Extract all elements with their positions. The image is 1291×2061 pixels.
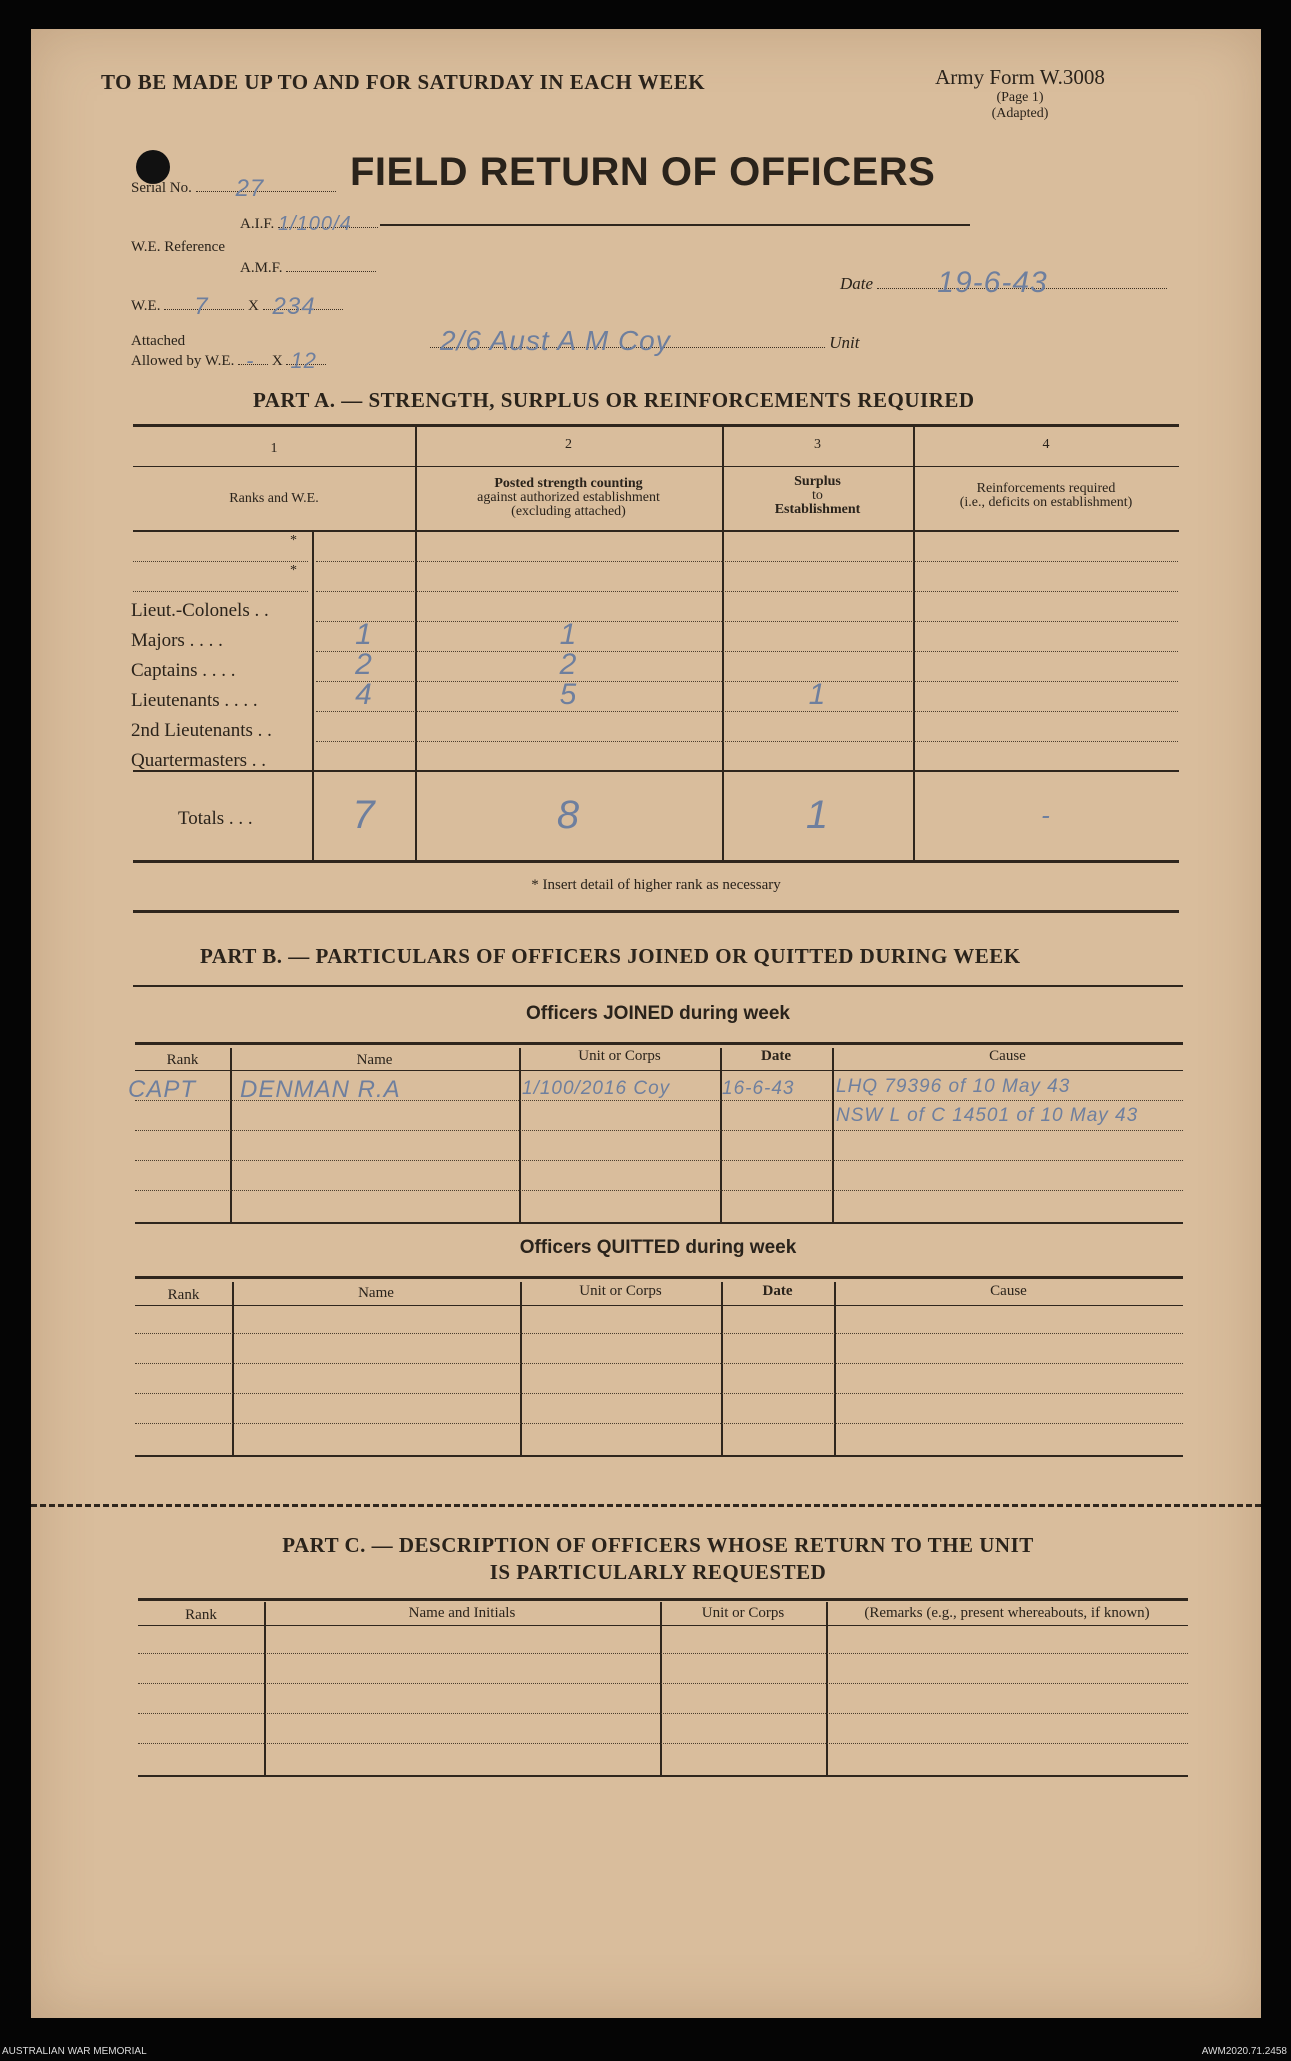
col-num-3: 3 <box>814 437 821 452</box>
star-line-1 <box>133 561 308 562</box>
allowed-x-line <box>286 348 326 373</box>
amf-field <box>240 260 376 277</box>
we-count: 1 <box>355 618 373 651</box>
quitted-head-rule <box>135 1305 1183 1306</box>
part-c-head-unit: Unit or Corps <box>701 1605 785 1621</box>
joined-name: DENMAN R.A <box>240 1076 401 1103</box>
total-surplus: 1 <box>805 793 830 837</box>
col-head-surplus <box>722 475 913 517</box>
we-value: 7 <box>194 293 209 320</box>
quitted-head-rank: Rank <box>167 1287 200 1303</box>
part-b-title: PART B. — PARTICULARS OF OFFICERS JOINED OR QUITTED DURING WEEK <box>200 944 1021 968</box>
quitted-line-4 <box>135 1423 1183 1424</box>
quitted-line-1 <box>135 1333 1183 1334</box>
part-a-num-rule <box>133 466 1179 467</box>
quitted-col-4 <box>834 1282 836 1455</box>
part-a-top-rule <box>133 424 1179 427</box>
part-c-head-remarks: (Remarks (e.g., present whereabouts, if known) <box>864 1605 1150 1621</box>
unit-label: Unit <box>829 333 860 352</box>
star-2: * <box>290 563 297 578</box>
joined-head-name: Name <box>356 1052 393 1068</box>
quitted-line-2 <box>135 1363 1183 1364</box>
joined-date: 16-6-43 <box>722 1078 795 1099</box>
footer-accession: AWM2020.71.2458 <box>1201 2046 1287 2057</box>
amf-label: A.M.F. <box>240 260 283 276</box>
date-line <box>877 266 1167 299</box>
attached-label: Attached <box>131 333 186 349</box>
part-c-top-rule <box>138 1598 1188 1601</box>
col-head-surplus-line1: Surplus <box>794 474 841 489</box>
col-head-ranks: Ranks and W.E. <box>229 491 319 506</box>
quitted-col-2 <box>520 1282 522 1455</box>
col-num-2: 2 <box>565 437 572 452</box>
part-a-end-rule <box>133 910 1179 913</box>
aif-value: 1/100/4 <box>277 213 352 235</box>
aif-line <box>277 213 378 235</box>
quitted-line-3 <box>135 1393 1183 1394</box>
posted-count: 1 <box>559 618 578 651</box>
joined-line-2 <box>135 1130 1183 1131</box>
col-head-posted-line1: Posted strength counting <box>494 476 643 491</box>
part-c-col-3 <box>826 1602 828 1775</box>
part-c-line-2 <box>138 1683 1188 1684</box>
date-field <box>840 266 1167 299</box>
title-underline <box>380 224 970 226</box>
row-line-a2 <box>316 591 1178 592</box>
part-a-footnote: * Insert detail of higher rank as necessary <box>531 877 781 893</box>
total-reinf: - <box>1041 800 1051 830</box>
quitted-head-date: Date <box>762 1283 793 1299</box>
part-c-line-1 <box>138 1653 1188 1654</box>
col-num-4: 4 <box>1042 437 1050 452</box>
part-c-bottom-rule <box>138 1775 1188 1777</box>
star-line-2 <box>133 591 308 592</box>
part-a-bottom-rule <box>133 860 1179 863</box>
joined-head-rank: Rank <box>166 1052 199 1068</box>
aif-label: A.I.F. <box>240 216 275 232</box>
part-c-title-1: PART C. — DESCRIPTION OF OFFICERS WHOSE RETURN TO THE UNIT <box>282 1533 1034 1557</box>
we-field <box>131 293 343 320</box>
quitted-head-name: Name <box>358 1285 394 1301</box>
joined-head-cause: Cause <box>989 1048 1026 1064</box>
joined-cause: NSW L of C 14501 of 10 May 43 <box>836 1105 1139 1126</box>
we-count: 4 <box>355 678 373 711</box>
allowed-value: - <box>246 348 255 373</box>
serial-value: 27 <box>235 175 265 202</box>
col-head-reinf-line2: (i.e., deficits on establishment) <box>959 495 1133 510</box>
part-c-line-3 <box>138 1713 1188 1714</box>
joined-col-1 <box>230 1048 232 1222</box>
allowed-line <box>238 348 268 373</box>
quitted-bottom-rule <box>135 1455 1183 1457</box>
part-a-we-divider <box>312 532 314 862</box>
joined-bottom-rule <box>135 1222 1183 1224</box>
x-value: 234 <box>272 293 316 320</box>
star-1: * <box>290 533 297 548</box>
quitted-head-unit: Unit or Corps <box>579 1283 662 1299</box>
part-c-line-4 <box>138 1743 1188 1744</box>
col-head-surplus-line3: Establishment <box>774 502 861 517</box>
part-c-head-name: Name and Initials <box>408 1605 516 1621</box>
rank-label: Captains . . . . <box>131 660 236 681</box>
total-posted: 8 <box>556 793 581 837</box>
amf-line <box>286 271 376 272</box>
col-num-1: 1 <box>270 441 278 456</box>
joined-title: Officers JOINED during week <box>526 1003 790 1024</box>
joined-line-3 <box>135 1160 1183 1161</box>
allowed-label: Allowed by W.E. <box>131 353 235 369</box>
unit-field <box>430 325 860 356</box>
surplus-count: 1 <box>808 678 827 711</box>
serial-line <box>196 175 336 202</box>
form-number-text: Army Form W.3008 <box>935 65 1105 89</box>
quitted-col-1 <box>232 1282 234 1455</box>
serial-label: Serial No. <box>131 180 192 196</box>
part-c-head-rank: Rank <box>185 1607 217 1623</box>
x-line <box>263 293 343 320</box>
date-label: Date <box>840 274 874 293</box>
totals-label: Totals . . . <box>178 808 253 829</box>
col-head-reinf-line1: Reinforcements required <box>976 481 1116 496</box>
joined-col-4 <box>832 1048 834 1222</box>
col-head-surplus-line2: to <box>812 488 823 503</box>
rank-label: Lieut.-Colonels . . <box>131 600 269 621</box>
x-label: X <box>247 298 259 314</box>
allowed-x-label: X <box>271 353 283 369</box>
part-a-body-rule <box>133 770 1179 772</box>
posted-count: 5 <box>559 678 578 711</box>
we-reference-label: W.E. Reference <box>131 239 225 255</box>
joined-unit: 1/100/2016 Coy <box>522 1078 671 1099</box>
unit-value: 2/6 Aust A M Coy <box>440 325 671 356</box>
part-a-header-rule <box>133 530 1179 532</box>
rank-label: Quartermasters . . <box>131 750 267 771</box>
rank-label: Majors . . . . <box>131 630 223 651</box>
allowed-x-value: 12 <box>290 348 317 373</box>
date-value: 19-6-43 <box>937 266 1048 299</box>
page-title: FIELD RETURN OF OFFICERS <box>350 150 936 194</box>
part-c-col-1 <box>264 1602 266 1775</box>
part-c-head-rule <box>138 1625 1188 1626</box>
joined-col-3 <box>720 1048 722 1222</box>
joined-cause: LHQ 79396 of 10 May 43 <box>836 1076 1071 1097</box>
joined-head-rule <box>135 1070 1183 1071</box>
joined-line-4 <box>135 1190 1183 1191</box>
we-line <box>164 293 244 320</box>
quitted-col-3 <box>721 1282 723 1455</box>
rank-label: Lieutenants . . . . <box>131 690 258 711</box>
footer-credit: AUSTRALIAN WAR MEMORIAL <box>2 2046 147 2057</box>
row-line-a7 <box>316 741 1178 742</box>
form-adapted: (Adapted) <box>991 106 1049 121</box>
form-page: (Page 1) <box>996 90 1044 105</box>
part-c-col-2 <box>660 1602 662 1775</box>
part-c-title-2: IS PARTICULARLY REQUESTED <box>489 1560 827 1584</box>
quitted-top-rule <box>135 1276 1183 1279</box>
col-head-posted <box>415 477 722 519</box>
form-number <box>920 65 1120 122</box>
joined-rank: CAPT <box>128 1076 197 1103</box>
perforation-line <box>31 1504 1261 1507</box>
quitted-head-cause: Cause <box>990 1283 1027 1299</box>
part-b-rule <box>133 985 1183 987</box>
punch-hole <box>136 150 170 184</box>
we-count: 2 <box>355 648 373 681</box>
unit-line <box>430 325 825 356</box>
aif-field <box>240 213 378 235</box>
joined-head-unit: Unit or Corps <box>578 1048 661 1064</box>
quitted-title: Officers QUITTED during week <box>519 1237 797 1258</box>
joined-top-rule <box>135 1042 1183 1045</box>
part-a-title: PART A. — STRENGTH, SURPLUS OR REINFORCEMENTS REQUIRED <box>253 388 975 412</box>
col-head-reinf <box>913 482 1179 510</box>
joined-head-date: Date <box>761 1048 791 1064</box>
allowed-field <box>131 348 326 373</box>
top-instruction: TO BE MADE UP TO AND FOR SATURDAY IN EACH WEEK <box>101 70 706 94</box>
joined-col-2 <box>519 1048 521 1222</box>
row-line-a1 <box>316 561 1178 562</box>
total-we: 7 <box>352 793 376 837</box>
posted-count: 2 <box>559 648 578 681</box>
rank-label: 2nd Lieutenants . . <box>131 720 272 741</box>
we-label: W.E. <box>131 298 161 314</box>
serial-field <box>131 175 336 202</box>
col-head-posted-line3: (excluding attached) <box>511 504 626 519</box>
col-head-posted-line2: against authorized establishment <box>477 490 660 505</box>
